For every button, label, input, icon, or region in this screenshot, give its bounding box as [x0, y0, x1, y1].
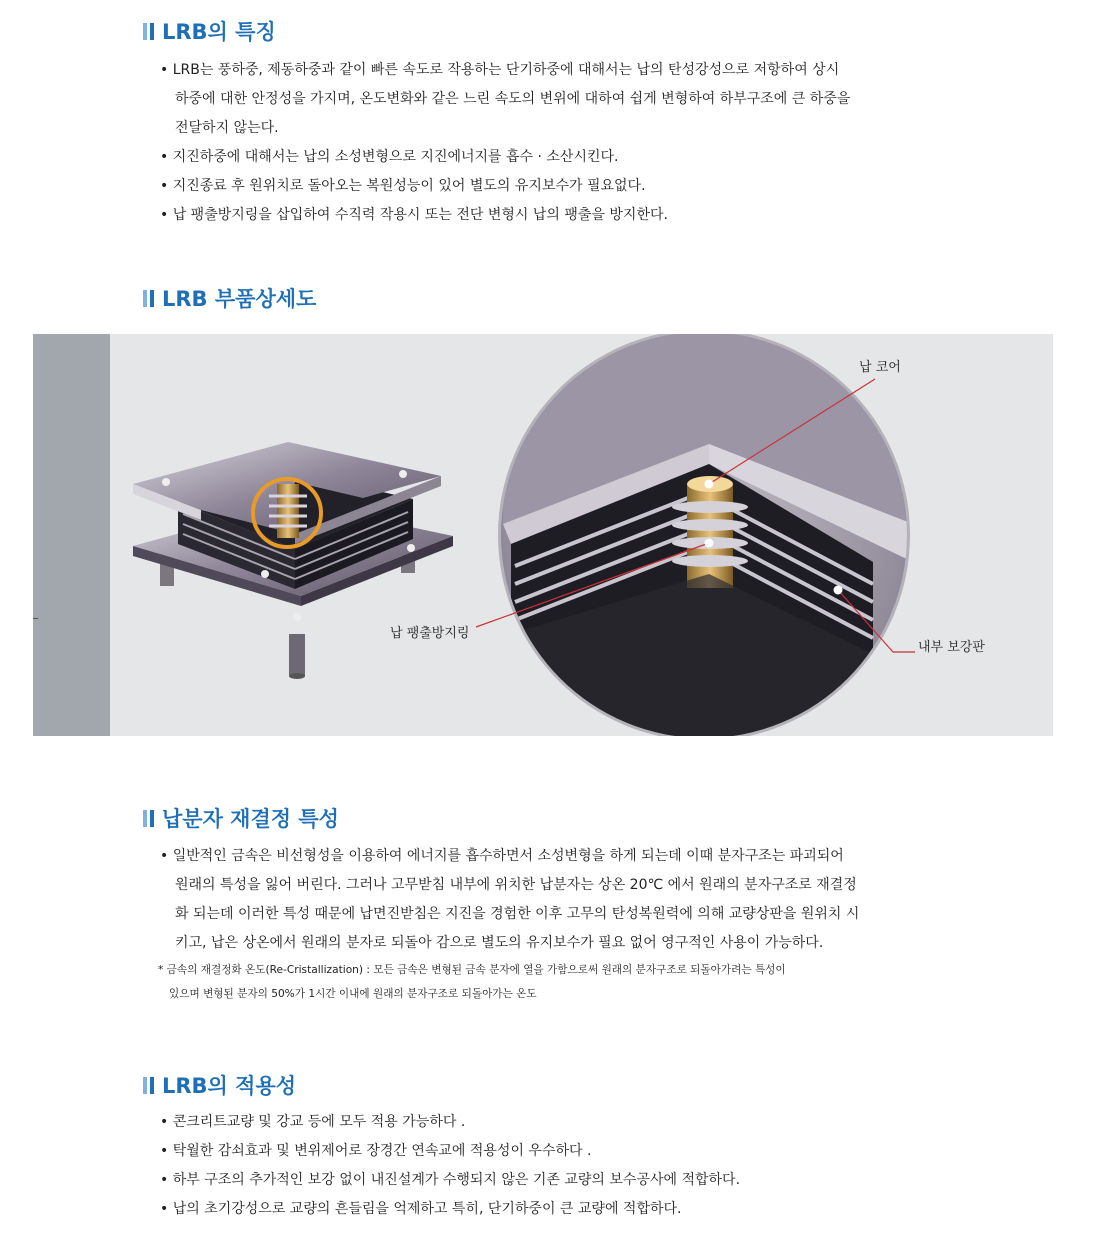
label-anti-bulge-ring: 납 팽출방지링 — [390, 626, 470, 641]
title-bars-icon — [143, 290, 154, 307]
section-title-text: LRB의 특징 — [162, 20, 276, 44]
section-title-parts — [143, 283, 316, 313]
list-item: • 탁월한 감쇠효과 및 변위제어로 장경간 연속교에 적용성이 우수하다 . — [160, 1143, 592, 1159]
detail-circle — [493, 334, 923, 736]
list-item: • 납의 초기강성으로 교량의 흔들림을 억제하고 특히, 단기하중이 큰 교량에 적합하다. — [160, 1201, 682, 1217]
list-item: • LRB는 풍하중, 제동하중과 같이 빠른 속도로 작용하는 단기하중에 대해서는 납의 탄성강성으로 저항하여 상시 하중에 대한 안정성을 가지며, 온도변화와 같은 느린 속도의 변위에 대하여 쉽게 변형하여 하부구조에 큰 하중을 전달하지 않는다. — [160, 62, 851, 136]
list-item: • 하부 구조의 추가적인 보강 없이 내진설계가 수행되지 않은 기존 교량의 보수공사에 적합하다. — [160, 1172, 741, 1188]
lrb-parts-figure — [33, 334, 1053, 736]
title-bars-icon — [143, 23, 154, 40]
list-item: • 콘크리트교량 및 강교 등에 모두 적용 가능하다 . — [160, 1114, 466, 1130]
list-item: • 지진하중에 대해서는 납의 소성변형으로 지진에너지를 흡수 · 소산시킨다. — [160, 149, 619, 165]
title-bars-icon — [143, 1077, 154, 1094]
footnote: * 금속의 재결정화 온도(Re-Cristallization) : 모든 금속은 변형된 금속 분자에 열을 가함으로써 원래의 분자구조로 되돌아가려는 특성이 있으며 변형된 분자의 50%가 1시간 이내에 원래의 분자구조로 되돌아가는 온도 — [158, 964, 786, 1000]
features-list — [160, 56, 865, 230]
post — [289, 634, 305, 676]
title-bars-icon — [143, 810, 154, 827]
section-title-features — [143, 16, 276, 46]
callout-dot — [705, 539, 714, 548]
section-title-text: LRB 부품상세도 — [162, 287, 317, 311]
list-item: • 납 팽출방지링을 삽입하여 수직력 작용시 또는 전단 변형시 납의 팽출을 방지한다. — [160, 207, 668, 223]
section-title-applicability — [143, 1070, 296, 1100]
list-item: • 지진종료 후 원위치로 돌아오는 복원성능이 있어 별도의 유지보수가 필요없다. — [160, 178, 646, 194]
lrb-illustration — [33, 334, 1053, 736]
callout-dot — [834, 586, 843, 595]
margin-mark — [33, 618, 38, 619]
recrystallization-paragraph: • 일반적인 금속은 비선형성을 이용하여 에너지를 흡수하면서 소성변형을 하게 되는데 이때 분자구조는 파괴되어 원래의 특성을 잃어 버린다. 그러나 고무받침 내부에 위치한 납분자는 상온 20℃ 에서 원래의 분자구조로 재결정 화 되는데 이러한 특성 때문에 납면진받침은 지진을 경험한 이후 고무의 탄성복원력에 의해 교량상판을 원위치 시 키고, 납은 상온에서 원래의 분자로 되돌아 감으로 별도의 유지보수가 필요 없어 영구적인 사용이 가능하다. — [160, 848, 860, 951]
applicability-list — [160, 1108, 865, 1224]
isolator-small — [133, 442, 453, 679]
label-lead-core: 납 코어 — [859, 360, 901, 375]
label-inner-plate: 내부 보강판 — [918, 640, 985, 655]
section-title-text: 납분자 재결정 특성 — [162, 807, 339, 831]
section-title-text: LRB의 적용성 — [162, 1074, 297, 1098]
section-title-recrystallization — [143, 803, 339, 833]
callout-dot — [705, 480, 714, 489]
